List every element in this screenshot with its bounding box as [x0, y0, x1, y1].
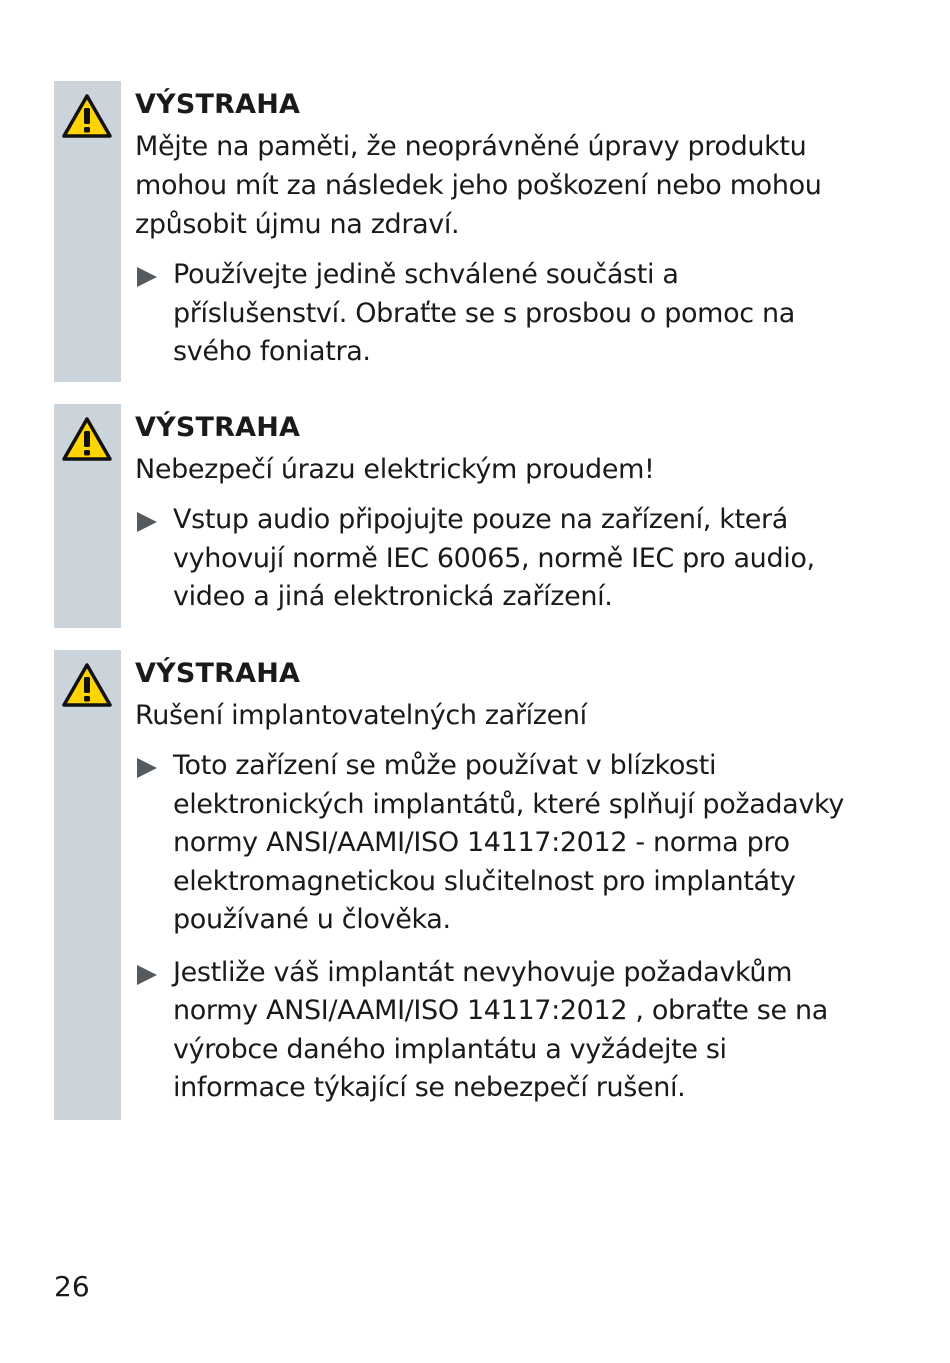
warning-bullet [135, 256, 854, 372]
triangle-right-icon [137, 965, 157, 985]
warning-block-3 [54, 650, 854, 1120]
warning-title: VÝSTRAHA [135, 658, 301, 689]
warning-content [135, 658, 854, 1122]
triangle-right-icon [137, 267, 157, 287]
bullet-text: Vstup audio připojujte pouze na zařízení, která vyhovují normě IEC 60065, normě IEC pro audio, video a jiná elektronická zařízení. [173, 504, 815, 612]
warning-description: Nebezpečí úrazu elektrickým proudem! [135, 454, 655, 485]
warning-block-1 [54, 81, 854, 382]
warning-description: Mějte na paměti, že neoprávněné úpravy produktu mohou mít za následek jeho poškození nebo mohou způsobit újmu na zdraví. [135, 131, 822, 240]
bullet-text: Jestliže váš implantát nevyhovuje požadavkům normy ANSI/AAMI/ISO 14117:2012 , obraťte se na výrobce daného implantátu a vyžádejte si informace týkající se nebezpečí rušení. [173, 956, 828, 1103]
warning-bullet [135, 747, 854, 940]
warning-triangle-icon [61, 416, 113, 462]
triangle-right-icon [137, 512, 157, 532]
bullet-text: Toto zařízení se může používat v blízkosti elektronických implantátů, které splňují požadavky normy ANSI/AAMI/ISO 14117:2012 - norma pro elektromagnetickou slučitelnost pro implantáty používané u člověka. [173, 750, 844, 935]
warning-content [135, 89, 854, 386]
warning-triangle-icon [61, 662, 113, 708]
warning-side-bar [54, 81, 121, 382]
bullet-text: Používejte jedině schválené součásti a příslušenství. Obraťte se s prosbou o pomoc na svého foniatra. [173, 259, 795, 367]
warning-side-bar [54, 404, 121, 628]
warning-bullet [135, 501, 854, 617]
warning-triangle-icon [61, 93, 113, 139]
warning-title: VÝSTRAHA [135, 89, 301, 120]
warning-title: VÝSTRAHA [135, 412, 301, 443]
warning-description: Rušení implantovatelných zařízení [135, 700, 587, 731]
warning-content [135, 412, 854, 631]
page-number: 26 [54, 1270, 90, 1303]
warning-block-2 [54, 404, 854, 628]
warning-bullet [135, 954, 854, 1108]
warning-side-bar [54, 650, 121, 1120]
triangle-right-icon [137, 758, 157, 778]
